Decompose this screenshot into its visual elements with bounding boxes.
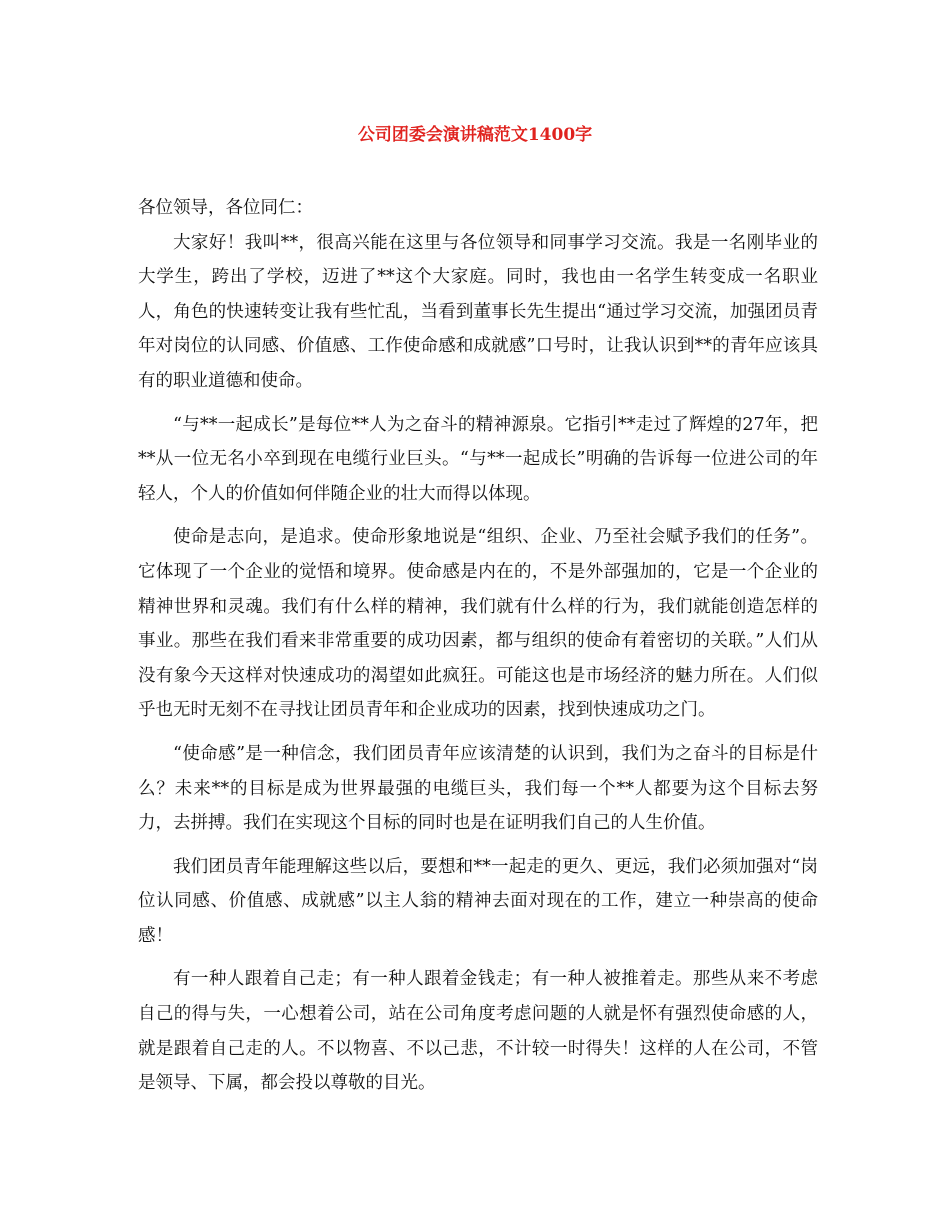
paragraph-3: 使命是志向，是追求。使命形象地说是“组织、企业、乃至社会赋予我们的任务”。它体现了一个企业的觉悟和境界。使命感是内在的，不是外部强加的，它是一个企业的精神世界和灵魂。我们有什么样的精神，我们就有什么样的行为，我们就能创造怎样的事业。那些在我们看来非常重要的成功因素，都与组织的使命有着密切的关联。”人们从没有象今天这样对快速成功的渴望如此疯狂。可能这也是市场经济的魅力所在。人们似乎也无时无刻不在寻找让团员青年和企业成功的因素，找到快速成功之门。 [138, 527, 818, 721]
paragraph-1: 大家好！我叫**，很高兴能在这里与各位领导和同事学习交流。我是一名刚毕业的大学生，跨出了学校，迈进了**这个大家庭。同时，我也由一名学生转变成一名职业人，角色的快速转变让我有些忙乱，当看到董事长先生提出“通过学习交流，加强团员青年对岗位的认同感、价值感、工作使命感和成就感”口号时，让我认识到**的青年应该具有的职业道德和使命。 [138, 232, 818, 391]
salutation: 各位领导，各位同仁： [138, 198, 313, 218]
paragraph-6: 有一种人跟着自己走；有一种人跟着金钱走；有一种人被推着走。那些从来不考虑自己的得与失，一心想着公司，站在公司角度考虑问题的人就是怀有强烈使命感的人，就是跟着自己走的人。不以物喜、不以己悲，不计较一时得失！这样的人在公司，不管是领导、下属，都会投以尊敬的目光。 [138, 969, 818, 1094]
paragraph-5: 我们团员青年能理解这些以后，要想和**一起走的更久、更远，我们必须加强对“岗位认同感、价值感、成就感”以主人翁的精神去面对现在的工作，建立一种崇高的使命感！ [138, 856, 818, 946]
document-body [138, 191, 818, 1101]
paragraph-4: “使命感”是一种信念，我们团员青年应该清楚的认识到，我们为之奋斗的目标是什么？未来**的目标是成为世界最强的电缆巨头，我们每一个**人都要为这个目标去努力，去拼搏。我们在实现这个目标的同时也是在证明我们自己的人生价值。 [138, 743, 818, 834]
paragraph-2: “与**一起成长”是每位**人为之奋斗的精神源泉。它指引**走过了辉煌的27年，把**从一位无名小卒到现在电缆行业巨头。“与**一起成长”明确的告诉每一位进公司的年轻人，个人的价值如何伴随企业的壮大而得以体现。 [138, 414, 818, 504]
document-title: 公司团委会演讲稿范文1400字 [357, 125, 593, 145]
